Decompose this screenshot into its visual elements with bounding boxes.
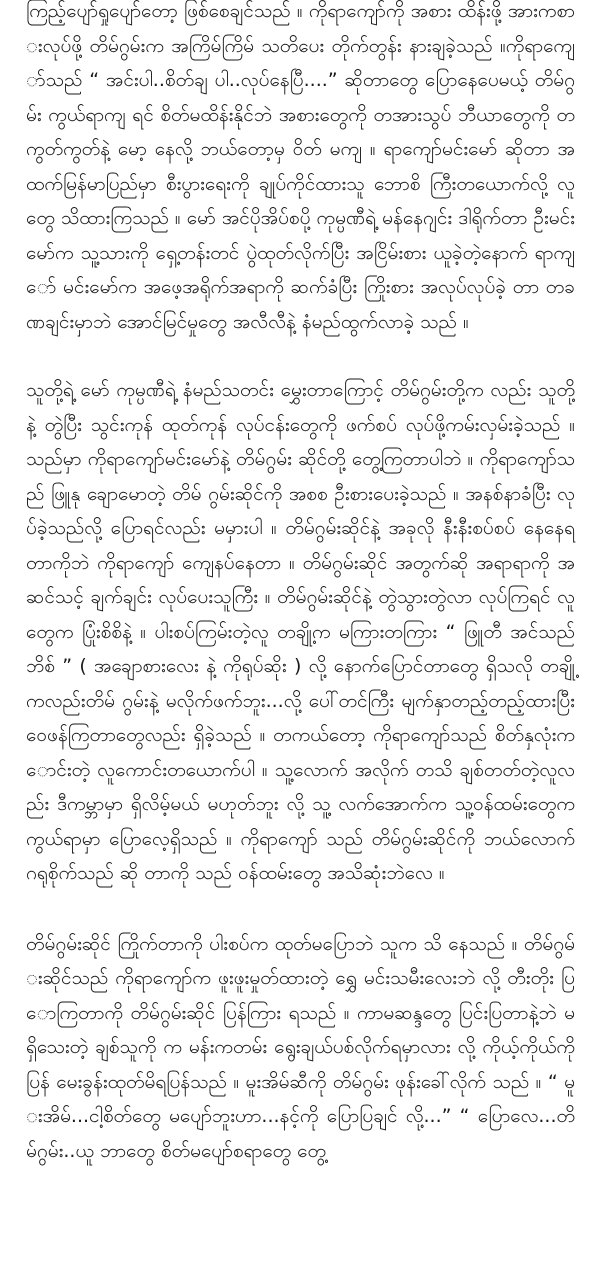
article-paragraph-1: ကြည့်ပျော်ရှုပျော်တော့ ဖြစ်စေချင်သည် ။ ကိုရာကျော်ကို အစား ထိန်းဖို့ အားကစားလုပ်ဖို့ တိမ်ဂွမ်းက အကြိမ်ကြိမ် သတိပေး တိုက်တွန်း နားချခဲ့သည် ။ကိုရာကျော်သည် “ အင်းပါ..စိတ်ချ ပါ..လုပ်နေပြီ....” ဆိုတာတွေ ပြောနေပေမယ့် တိမ်ဂွမ်း ကွယ်ရာကျ ရင် စိတ်မထိန်းနိုင်ဘဲ အစားတွေကို တအားသွပ် ဘီယာတွေကို တ ကွတ်ကွတ်နဲ့ မော့ နေလို့ ဘယ်တော့မှ ဝိတ် မကျ ။ ရာကျော်မင်းမော် ဆိုတာ အထက်မြန်မာပြည်မှာ စီးပွားရေးကို ချုပ်ကိုင်ထားသူ ဘောစိ ကြီးတယောက်လို့ လူတွေ သိထားကြသည် ။ မော် အင်ပိုအိပ်စပို့ ကုမ္ပဏီရဲ့ မန်နေဂျင်း ဒါရိုက်တာ ဦးမင်းမော်က သူ့သားကို ရှေ့တန်းတင် ပွဲထုတ်လိုက်ပြီး အငြိမ်းစား ယူခဲ့တဲ့နောက် ရာကျော် မင်းမော်က အဖေ့အရိုက်အရာကို ဆက်ခံပြီး ကြိုးစား အလုပ်လုပ်ခဲ့ တာ တခဏချင်းမှာဘဲ အောင်မြင်မှုတွေ အလီလီနဲ့ နံမည်ထွက်လာခဲ့ သည် ။ bbox=[26, 0, 575, 333]
article-paragraph-2: သူတို့ရဲ့ မော် ကုမ္ပဏီရဲ့ နံမည်သတင်း မွှေးတာကြောင့် တိမ်ဂွမ်းတို့က လည်း သူတို့နဲ့ တွဲပြီး သွင်းကုန် ထုတ်ကုန် လုပ်ငန်းတွေကို ဖက်စပ် လုပ်ဖို့ကမ်းလှမ်းခဲ့သည် ။ သည်မှာ ကိုရာကျော်မင်းမော်နဲ့ တိမ်ဂွမ်း ဆိုင်တို့ တွေ့ကြတာပါဘဲ ။ ကိုရာကျော်သည် ဖြူနု ချောမောတဲ့ တိမ် ဂွမ်းဆိုင်ကို အစစ ဦးစားပေးခဲ့သည် ။ အနစ်နာခံပြီး လုပ်ခဲ့သည်လို့ ပြောရင်လည်း မမှားပါ ။ တိမ်ဂွမ်းဆိုင်နဲ့ အခုလို နီးနီးစပ်စပ် နေနေရ တာကိုဘဲ ကိုရာကျော် ကျေနပ်နေတာ ။ တိမ်ဂွမ်းဆိုင် အတွက်ဆို အရာရာကို အဆင်သင့် ချက်ချင်း လုပ်ပေးသူကြီး ။ တိမ်ဂွမ်းဆိုင်နဲ့ တွဲသွားတွဲလာ လုပ်ကြရင် လူတွေက ပြုံးစိစိနဲ့ ။ ပါးစပ်ကြမ်းတဲ့လူ တချို့က မကြားတကြား “ ဖြူတီ အင်သည် ဘိစ် ” ( အချောစားလေး နဲ့ ကိုရုပ်ဆိုး ) လို့ နောက်ပြောင်တာတွေ ရှိသလို တချို့ကလည်းတိမ် ဂွမ်းနဲ့ မလိုက်ဖက်ဘူး...လို့ ပေါ်တင်ကြီး မျက်နှာတည့်တည့်ထားပြီး ဝေဖန်ကြတာတွေလည်း ရှိခဲ့သည် ။ တကယ်တော့ ကိုရာကျော်သည် စိတ်နှလုံးကောင်းတဲ့ လူကောင်းတယောက်ပါ ။ သူ့လောက် အလိုက် တသိ ချစ်တတ်တဲ့လူလည်း ဒီကမ္ဘာမှာ ရှိလိမ့်မယ် မဟုတ်ဘူး လို့ သူ့ လက်အောက်က သူ့ဝန်ထမ်းတွေက ကွယ်ရာမှာ ပြောလေ့ရှိသည် ။ ကိုရာကျော် သည် တိမ်ဂွမ်းဆိုင်ကို ဘယ်လောက် ဂရုစိုက်သည် ဆို တာကို သည် ဝန်ထမ်းတွေ အသိဆုံးဘဲလေ ။ bbox=[26, 379, 575, 884]
article-paragraph-3: တိမ်ဂွမ်းဆိုင် ကြိုက်တာကို ပါးစပ်က ထုတ်မပြောဘဲ သူက သိ နေသည် ။ တိမ်ဂွမ်းဆိုင်သည် ကိုရာကျော်က ဖူးဖူးမှုတ်ထားတဲ့ ရွှေ မင်းသမီးလေးဘဲ လို့ တီးတိုး ပြောကြတာကို တိမ်ဂွမ်းဆိုင် ပြန်ကြား ရသည် ။ ကာမဆန္ဒတွေ ပြင်းပြတာနဲ့ဘဲ မရှိသေးတဲ့ ချစ်သူကို က မန်းကတမ်း ရွေးချယ်ပစ်လိုက်ရမှာလား လို့ ကိုယ့်ကိုယ်ကို ပြန် မေးခွန်းထုတ်မိရပြန်သည် ။ မူးအိမ်ဆီကို တိမ်ဂွမ်း ဖုန်းခေါ်လိုက် သည် ။ “ မူးအိမ်...ငါ့စိတ်တွေ မပျော်ဘူးဟာ...နင့်ကို ပြောပြချင် လို့...” “ ပြောလေ...တိမ်ဂွမ်း..ယူ ဘာတွေ စိတ်မပျော်စရာတွေ တွေ့ bbox=[26, 932, 575, 1162]
